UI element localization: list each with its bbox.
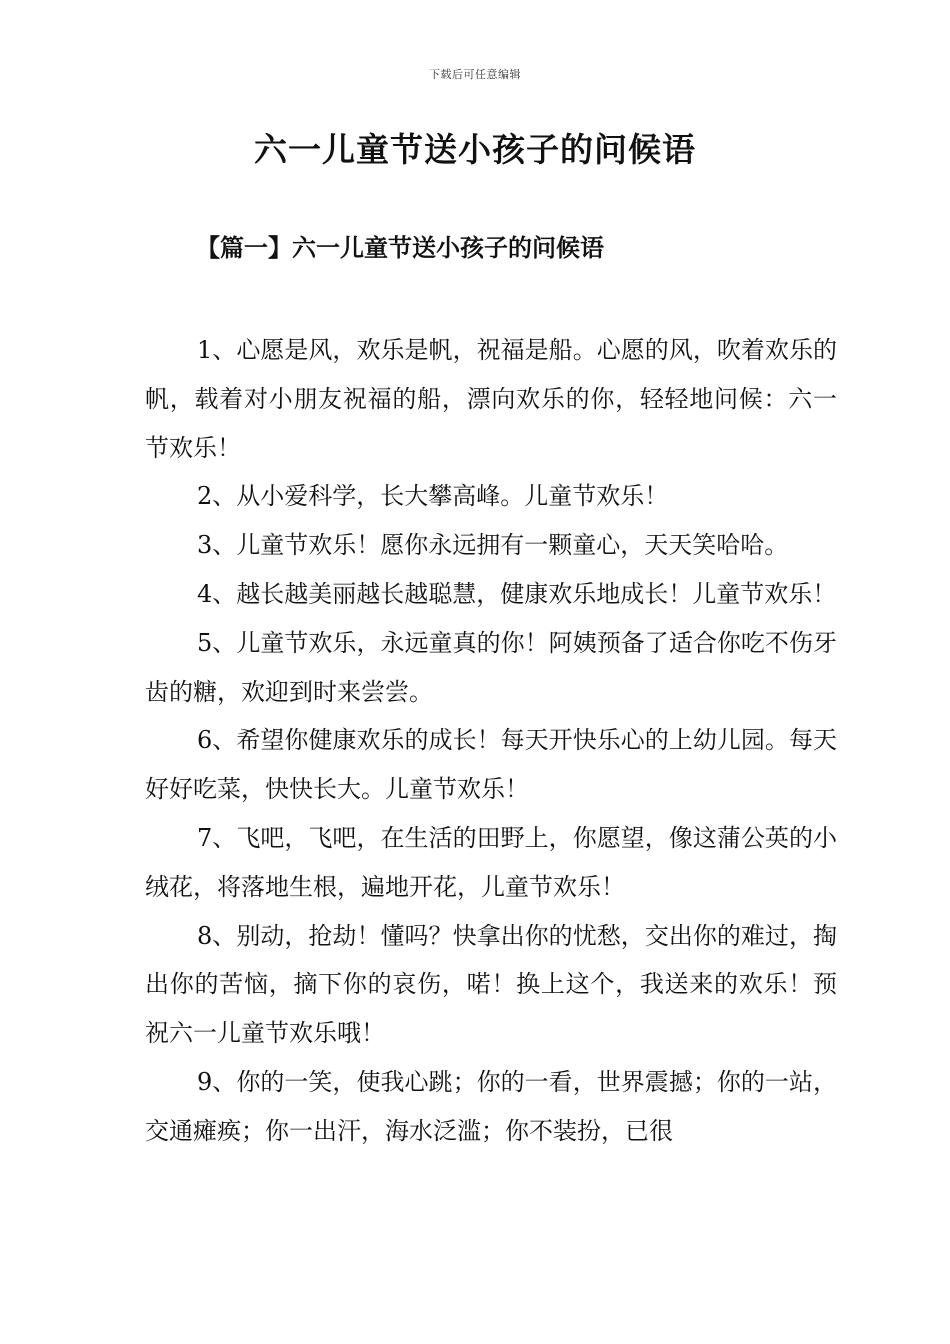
greeting-paragraph-6: 6、希望你健康欢乐的成长！每天开快乐心的上幼儿园。每天好好吃菜，快快长大。儿童节欢乐！ [145,726,837,804]
greeting-paragraph-7: 7、飞吧，飞吧，在生活的田野上，你愿望，像这蒲公英的小绒花，将落地生根，遍地开花，儿童节欢乐！ [145,823,837,901]
greeting-paragraph-1: 1、心愿是风，欢乐是帆，祝福是船。心愿的风，吹着欢乐的帆，载着对小朋友祝福的船，漂向欢乐的你，轻轻地问候：六一节欢乐！ [145,336,837,462]
greeting-paragraph-8: 8、别动，抢劫！懂吗？快拿出你的忧愁，交出你的难过，掏出你的苦恼，摘下你的哀伤，喏！换上这个，我送来的欢乐！预祝六一儿童节欢乐哦！ [145,921,837,1048]
greeting-paragraph-9: 9、你的一笑，使我心跳；你的一看，世界震撼；你的一站，交通瘫痪；你一出汗，海水泛滥；你不装扮，已很 [145,1067,837,1145]
greeting-paragraph-4: 4、越长越美丽越长越聪慧，健康欢乐地成长！儿童节欢乐！ [197,579,837,608]
document-body [145,326,837,1156]
section-heading: 【篇一】六一儿童节送小孩子的问候语 [196,233,604,262]
document-title: 六一儿童节送小孩子的问候语 [254,130,696,169]
header-note: 下载后可任意编辑 [429,68,521,81]
greeting-paragraph-5: 5、儿童节欢乐，永远童真的你！阿姨预备了适合你吃不伤牙齿的糖，欢迎到时来尝尝。 [145,628,837,706]
greeting-paragraph-2: 2、从小爱科学，长大攀高峰。儿童节欢乐！ [197,482,669,511]
greeting-paragraph-3: 3、儿童节欢乐！愿你永远拥有一颗童心，天天笑哈哈。 [197,531,789,560]
